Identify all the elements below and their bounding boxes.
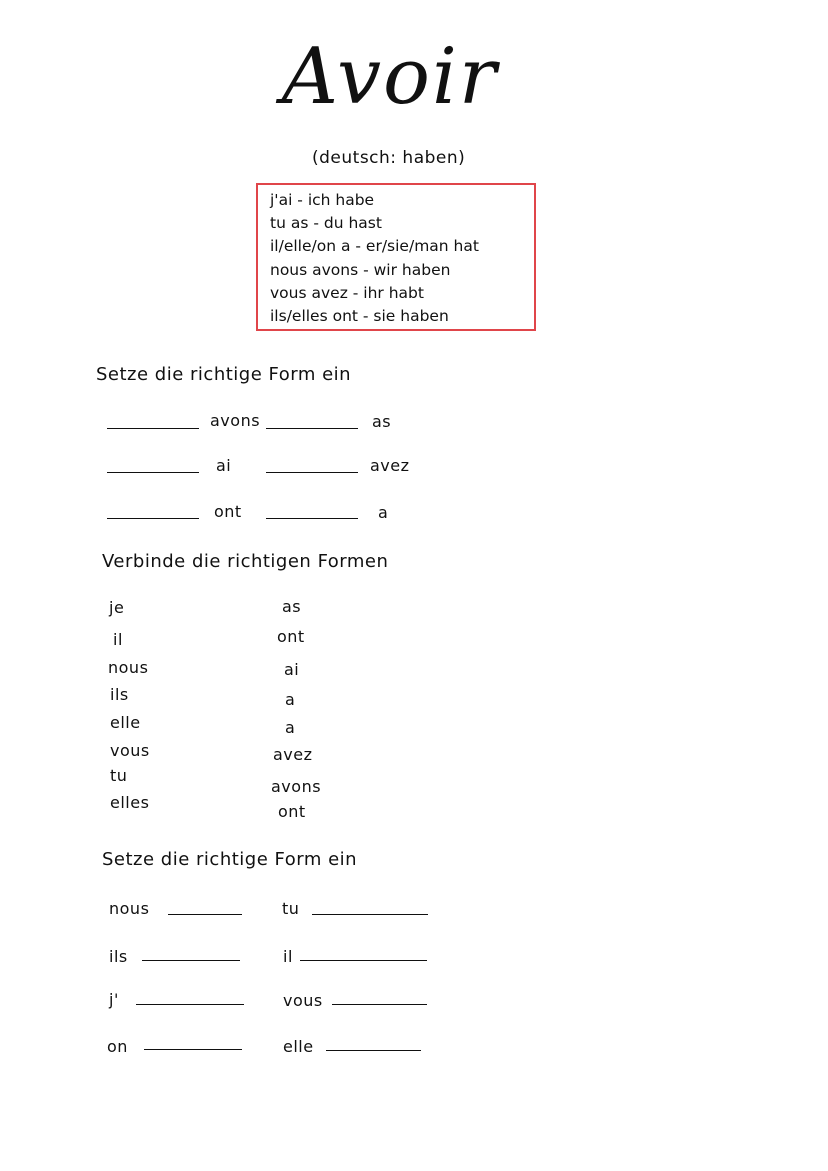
pronoun-item[interactable]: nous: [108, 658, 149, 677]
verb-item[interactable]: as: [282, 597, 302, 616]
exercise1-word: ont: [214, 502, 242, 521]
answer-blank[interactable]: [107, 472, 199, 473]
exercise3-pronoun: j': [109, 990, 119, 1009]
exercise1-word: avez: [370, 456, 410, 475]
exercise2-heading: Verbinde die richtigen Formen: [102, 551, 389, 572]
conjugation-row: il/elle/on a - er/sie/man hat: [270, 237, 479, 255]
answer-blank[interactable]: [312, 914, 428, 915]
exercise3-pronoun: il: [283, 947, 293, 966]
answer-blank[interactable]: [332, 1004, 427, 1005]
pronoun-item[interactable]: elles: [110, 793, 150, 812]
exercise1-word: ai: [216, 456, 232, 475]
exercise3-pronoun: ils: [109, 947, 128, 966]
exercise3-pronoun: on: [107, 1037, 128, 1056]
answer-blank[interactable]: [142, 960, 240, 961]
verb-item[interactable]: avons: [271, 777, 322, 796]
conjugation-row: j'ai - ich habe: [270, 191, 375, 209]
exercise3-heading: Setze die richtige Form ein: [102, 849, 358, 870]
exercise3-pronoun: vous: [283, 991, 323, 1010]
exercise1-heading: Setze die richtige Form ein: [96, 364, 352, 385]
answer-blank[interactable]: [266, 428, 358, 429]
verb-item[interactable]: ont: [277, 627, 305, 646]
conjugation-box: [256, 183, 536, 331]
conjugation-row: tu as - du hast: [270, 214, 382, 232]
pronoun-item[interactable]: ils: [110, 685, 129, 704]
answer-blank[interactable]: [136, 1004, 244, 1005]
answer-blank[interactable]: [168, 914, 242, 915]
pronoun-item[interactable]: vous: [110, 741, 150, 760]
verb-item[interactable]: a: [285, 718, 296, 737]
verb-item[interactable]: ont: [278, 802, 306, 821]
pronoun-item[interactable]: je: [109, 598, 125, 617]
subtitle: (deutsch: haben): [312, 148, 466, 168]
conjugation-row: ils/elles ont - sie haben: [270, 307, 449, 325]
pronoun-item[interactable]: elle: [110, 713, 141, 732]
pronoun-item[interactable]: il: [113, 630, 123, 649]
answer-blank[interactable]: [107, 518, 199, 519]
answer-blank[interactable]: [266, 518, 358, 519]
exercise3-pronoun: tu: [282, 899, 300, 918]
answer-blank[interactable]: [300, 960, 427, 961]
conjugation-row: vous avez - ihr habt: [270, 284, 424, 302]
answer-blank[interactable]: [107, 428, 199, 429]
answer-blank[interactable]: [266, 472, 358, 473]
pronoun-item[interactable]: tu: [110, 766, 128, 785]
verb-item[interactable]: a: [285, 690, 296, 709]
exercise3-pronoun: nous: [109, 899, 150, 918]
exercise3-pronoun: elle: [283, 1037, 314, 1056]
exercise1-word: a: [378, 503, 389, 522]
exercise1-word: avons: [210, 411, 261, 430]
answer-blank[interactable]: [144, 1049, 242, 1050]
conjugation-row: nous avons - wir haben: [270, 261, 451, 279]
verb-item[interactable]: avez: [273, 745, 313, 764]
exercise1-word: as: [372, 412, 392, 431]
verb-item[interactable]: ai: [284, 660, 300, 679]
answer-blank[interactable]: [326, 1050, 421, 1051]
page-title: Avoir: [281, 32, 499, 122]
